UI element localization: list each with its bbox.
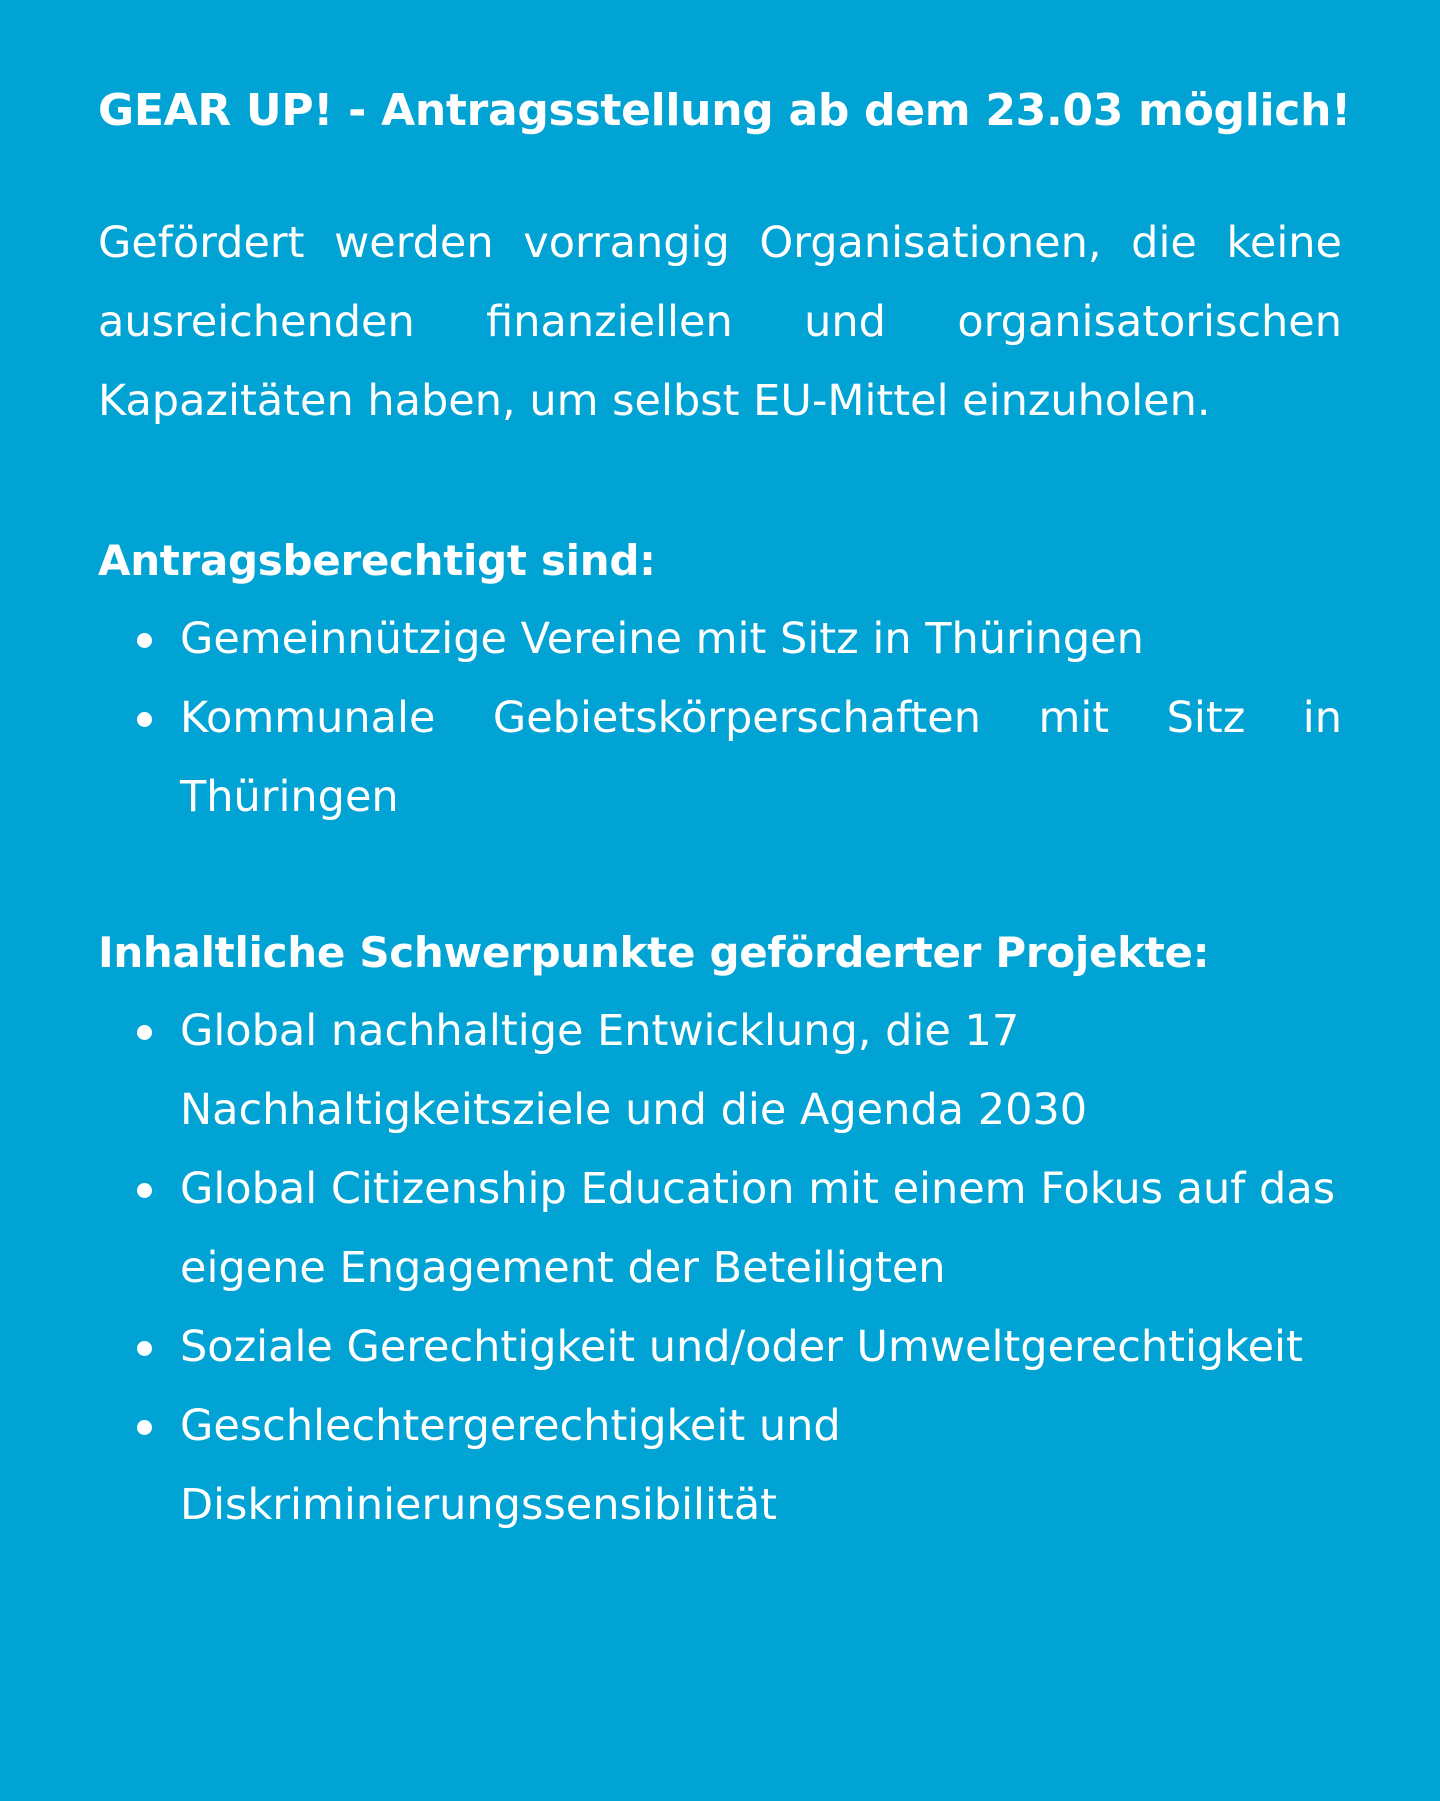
eligibility-heading: Antragsberechtigt sind:	[98, 536, 656, 585]
headline: GEAR UP! - Antragsstellung ab dem 23.03 möglich!	[98, 85, 1351, 136]
bullet-icon	[137, 1183, 152, 1198]
bullet-icon	[137, 633, 152, 648]
list-item	[98, 992, 1342, 1150]
list-item	[98, 1387, 1342, 1545]
focus-list	[98, 992, 1342, 1545]
list-item-text: Soziale Gerechtigkeit und/oder Umweltgerechtigkeit	[180, 1322, 1303, 1372]
list-item	[98, 600, 1342, 679]
intro-paragraph: Gefördert werden vorrangig Organisationen, die keine ausreichenden finanziellen und organisatorischen Kapazitäten haben, um selbst EU-Mittel einzuholen.	[98, 218, 1342, 426]
list-item-text: Global nachhaltige Entwicklung, die 17 Nachhaltigkeitsziele und die Agenda 2030	[180, 1006, 1088, 1135]
list-item-text: Global Citizenship Education mit einem Fokus auf das eigene Engagement der Beteiligten	[180, 1164, 1336, 1293]
focus-heading: Inhaltliche Schwerpunkte geförderter Projekte:	[98, 928, 1210, 977]
list-item	[98, 679, 1342, 837]
eligibility-list	[98, 600, 1342, 837]
bullet-icon	[137, 1341, 152, 1356]
list-item-text: Gemeinnützige Vereine mit Sitz in Thüringen	[180, 614, 1144, 664]
list-item-text: Kommunale Gebietskörperschaften mit Sitz in Thüringen	[180, 693, 1342, 822]
list-item	[98, 1308, 1342, 1387]
bullet-icon	[137, 712, 152, 727]
list-item-text: Geschlechtergerechtigkeit und Diskriminierungssensibilität	[180, 1401, 841, 1530]
list-item	[98, 1150, 1342, 1308]
bullet-icon	[137, 1025, 152, 1040]
bullet-icon	[137, 1420, 152, 1435]
